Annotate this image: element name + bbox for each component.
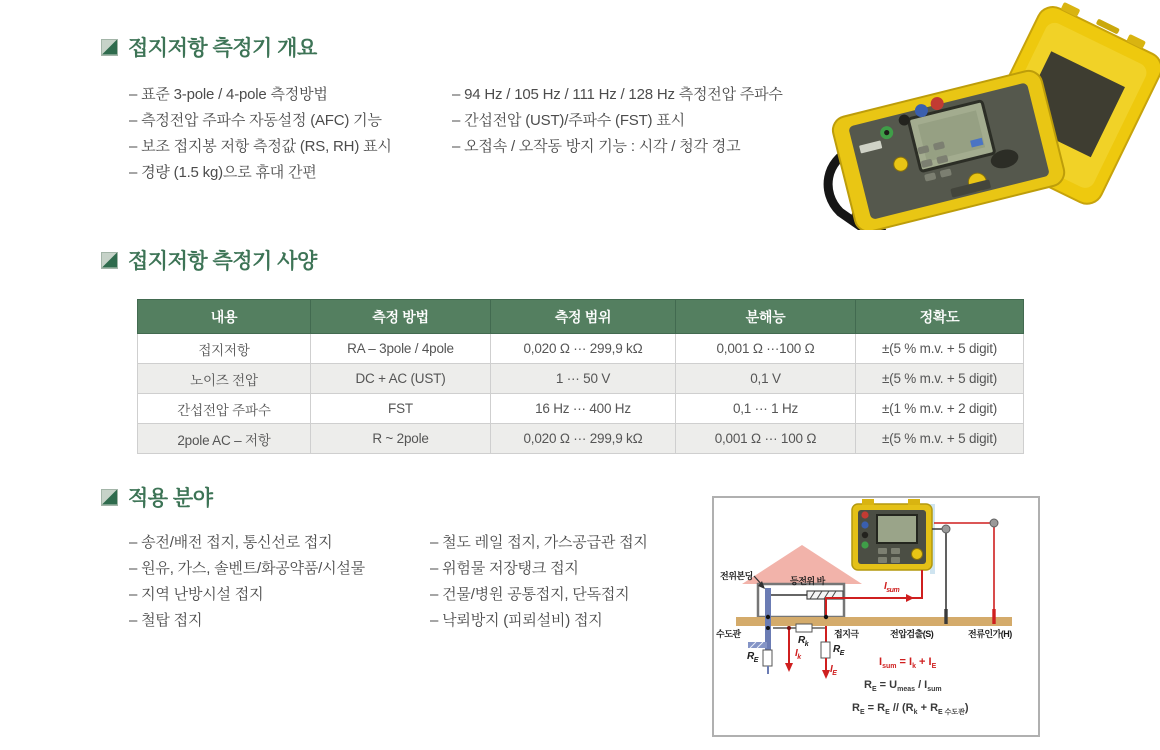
table-cell: R ~ 2pole — [311, 424, 491, 454]
applications-title: 적용 분야 — [128, 487, 213, 510]
table-cell: 0,020 Ω ··· 299,9 kΩ — [491, 334, 676, 364]
column-header: 측정 방법 — [311, 300, 491, 334]
label-i-k: $I_k$ — [795, 648, 801, 661]
feature-item: – 94 Hz / 105 Hz / 111 Hz / 128 Hz 측정전압 주파수 — [452, 86, 783, 103]
label-current-probe: 전류인가(H) — [968, 629, 1012, 639]
application-list-right — [430, 530, 648, 634]
label-r-e-right: $R_E$ — [833, 644, 844, 657]
table-cell: DC + AC (UST) — [311, 364, 491, 394]
application-list-left — [129, 530, 365, 634]
application-item: – 원유, 가스, 솔벤트/화공약품/시설물 — [129, 560, 365, 577]
feature-item: – 보조 접지봉 저항 측정값 (RS, RH) 표시 — [129, 138, 392, 155]
table-cell: ±(5 % m.v. + 5 digit) — [856, 364, 1024, 394]
column-header: 측정 범위 — [491, 300, 676, 334]
overview-section-header — [101, 32, 317, 62]
label-r-k: $R_k$ — [798, 635, 809, 648]
feature-item: – 측정전압 주파수 자동설정 (AFC) 기능 — [129, 112, 382, 129]
application-item: – 철도 레일 접지, 가스공급관 접지 — [430, 534, 648, 551]
feature-item: – 간섭전압 (UST)/주파수 (FST) 표시 — [452, 112, 685, 129]
specs-title: 접지저항 측정기 사양 — [128, 250, 317, 273]
label-potential-bonding: 전위본딩 — [720, 571, 753, 581]
table-cell: 2pole AC – 저항 — [138, 424, 311, 454]
feature-item: – 경량 (1.5 kg)으로 휴대 간편 — [129, 164, 317, 181]
overview-feature-list-left — [129, 82, 392, 186]
label-r-e-left: $R_E$ — [747, 651, 758, 664]
table-cell: 접지저항 — [138, 334, 311, 364]
label-voltage-probe: 전압검출(S) — [890, 629, 934, 639]
application-item: – 위험물 저장탱크 접지 — [430, 560, 579, 577]
table-cell: 0,001 Ω ···100 Ω — [676, 334, 856, 364]
section-bullet-icon — [101, 489, 118, 506]
application-item: – 낙뢰방지 (피뢰설비) 접지 — [430, 612, 603, 629]
application-item: – 송전/배전 접지, 통신선로 접지 — [129, 534, 333, 551]
table-cell: FST — [311, 394, 491, 424]
feature-item: – 오접속 / 오작동 방지 기능 : 시각 / 청각 경고 — [452, 138, 741, 155]
table-cell: RA – 3pole / 4pole — [311, 334, 491, 364]
table-cell: ±(5 % m.v. + 5 digit) — [856, 334, 1024, 364]
earth-tester-photo-illustration — [800, 0, 1160, 230]
table-cell: 노이즈 전압 — [138, 364, 311, 394]
table-cell: 0,1 ··· 1 Hz — [676, 394, 856, 424]
label-i-sum: $I_{sum}$ — [884, 581, 900, 594]
table-cell: 1 ··· 50 V — [491, 364, 676, 394]
table-cell: 0,001 Ω ··· 100 Ω — [676, 424, 856, 454]
table-cell: ±(1 % m.v. + 2 digit) — [856, 394, 1024, 424]
column-header: 정확도 — [856, 300, 1024, 334]
table-cell: ±(5 % m.v. + 5 digit) — [856, 424, 1024, 454]
measurement-diagram — [712, 496, 1040, 737]
formula-resistance: $R_E = U_{meas} / I_{sum}$ — [864, 679, 942, 694]
formula-current-sum: $I_{sum} = I_k + I_E$ — [879, 656, 937, 671]
table-row — [138, 334, 1024, 364]
application-item: – 건물/병원 공통접지, 단독접지 — [430, 586, 630, 603]
label-earth-electrode: 접지극 — [834, 629, 859, 639]
application-item: – 철탑 접지 — [129, 612, 203, 629]
table-cell: 0,020 Ω ··· 299,9 kΩ — [491, 424, 676, 454]
section-bullet-icon — [101, 39, 118, 56]
label-water-pipe: 수도관 — [716, 629, 741, 639]
column-header: 내용 — [138, 300, 311, 334]
diagram-illustration — [714, 498, 1038, 735]
column-header: 분해능 — [676, 300, 856, 334]
overview-feature-list-right — [452, 82, 808, 160]
applications-section-header — [101, 482, 212, 512]
overview-title: 접지저항 측정기 개요 — [128, 37, 317, 60]
table-cell: 16 Hz ··· 400 Hz — [491, 394, 676, 424]
product-photo — [800, 0, 1160, 230]
application-item: – 지역 난방시설 접지 — [129, 586, 264, 603]
spec-table-header-row — [138, 300, 1024, 334]
table-cell: 간섭전압 주파수 — [138, 394, 311, 424]
spec-table — [137, 299, 1024, 454]
table-cell: 0,1 V — [676, 364, 856, 394]
section-bullet-icon — [101, 252, 118, 269]
formula-parallel-resistance: $R_E = R_E // (R_k + R_{E 수도관})$ — [852, 702, 969, 717]
table-row — [138, 424, 1024, 454]
specs-section-header — [101, 245, 317, 275]
table-row — [138, 394, 1024, 424]
feature-item: – 표준 3-pole / 4-pole 측정방법 — [129, 86, 328, 103]
label-i-e: $I_E$ — [830, 664, 837, 677]
table-row — [138, 364, 1024, 394]
label-equipotential-bar: 등전위 바 — [790, 576, 825, 586]
